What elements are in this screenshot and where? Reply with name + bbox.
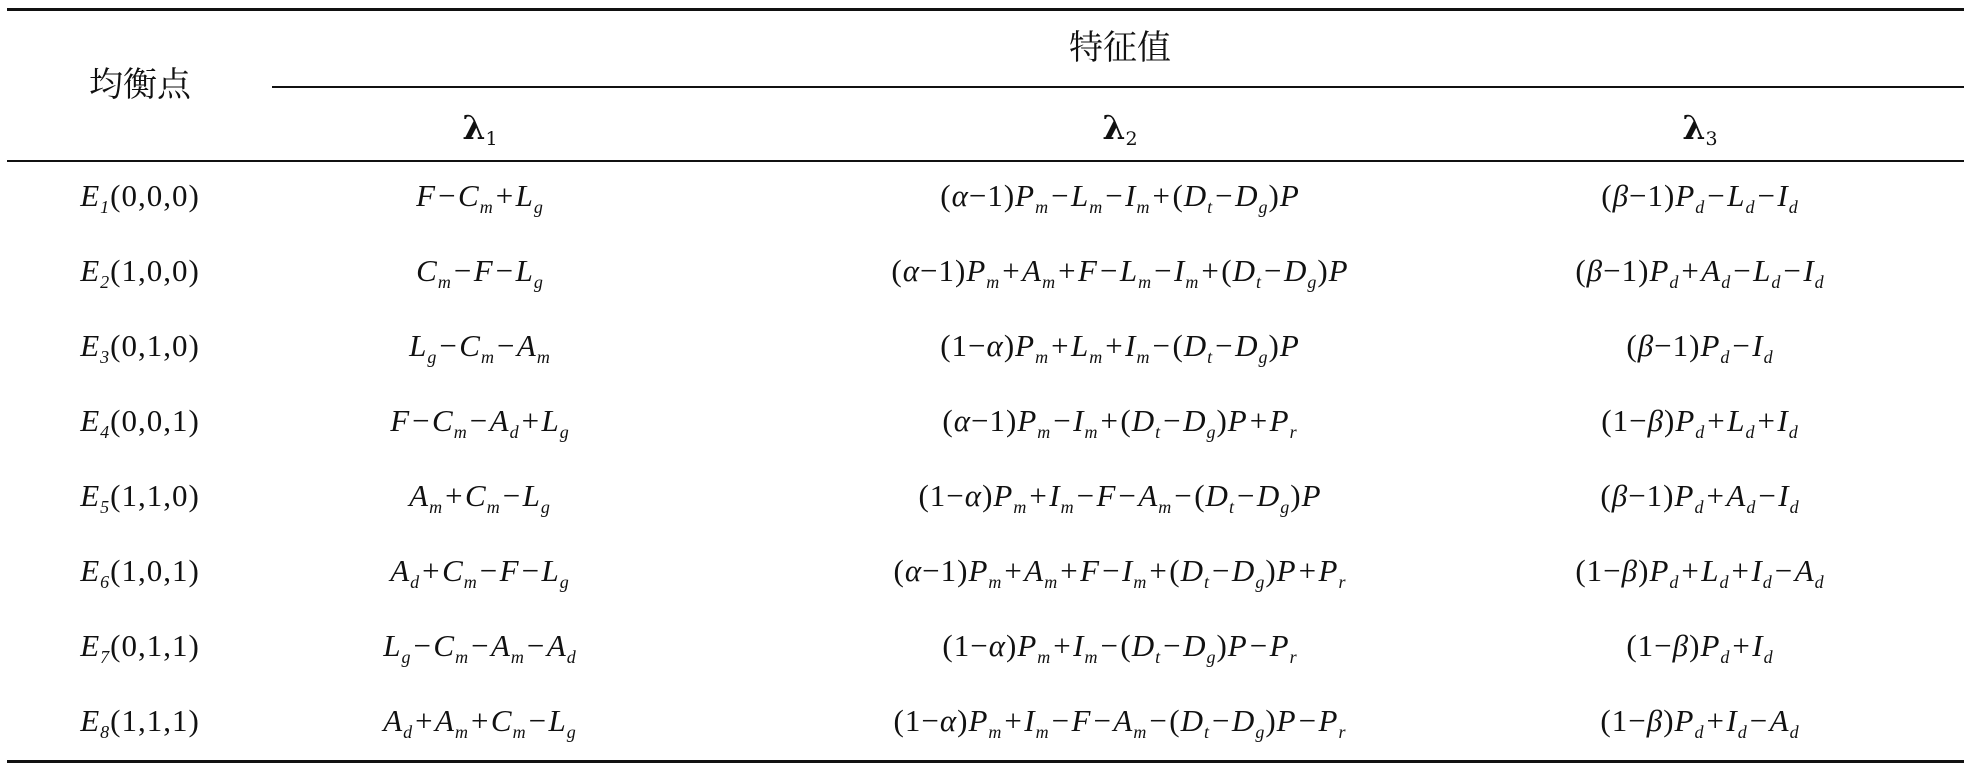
lambda-1-cell: $C_m-F-L_g$ — [416, 253, 544, 292]
lambda-2-header: $\lambda_2$ — [1102, 108, 1138, 150]
lambda-1-cell: $L_g-C_m-A_m-A_d$ — [383, 628, 577, 667]
lambda-2-cell: $(1-\alpha)P_m+I_m-F-A_m-(D_t-D_g)P$ — [918, 478, 1322, 517]
lambda-1-cell: $F-C_m+L_g$ — [416, 178, 544, 217]
lambda-2-cell: $(1-\alpha)P_m+L_m+I_m-(D_t-D_g)P$ — [940, 328, 1300, 367]
lambda-2-cell: $(\alpha-1)P_m+A_m+F-L_m-I_m+(D_t-D_g)P$ — [891, 253, 1349, 292]
lambda-3-cell: $(\beta-1)P_d-I_d$ — [1626, 328, 1774, 367]
equilibrium-point-cell: $E_4(0,0,1)$ — [80, 403, 200, 442]
lambda-3-cell: $(1-\beta)P_d+L_d+I_d$ — [1601, 403, 1799, 442]
lambda-1-cell: $L_g-C_m-A_m$ — [409, 328, 551, 367]
lambda-3-cell: $(1-\beta)P_d+I_d-A_d$ — [1600, 703, 1800, 742]
lambda-1-cell: $A_d+A_m+C_m-L_g$ — [383, 703, 577, 742]
equilibrium-point-cell: $E_8(1,1,1)$ — [80, 703, 200, 742]
eigenvalue-group-rule — [272, 86, 1964, 88]
lambda-2-cell: $(\alpha-1)P_m-I_m+(D_t-D_g)P+P_r$ — [942, 403, 1298, 442]
table-header-rule — [7, 160, 1964, 162]
lambda-2-cell: $(\alpha-1)P_m+A_m+F-I_m+(D_t-D_g)P+P_r$ — [893, 553, 1347, 592]
lambda-1-cell: $A_m+C_m-L_g$ — [409, 478, 551, 517]
lambda-3-header: $\lambda_3$ — [1682, 108, 1718, 150]
lambda-2-cell: $(1-\alpha)P_m+I_m-F-A_m-(D_t-D_g)P-P_r$ — [893, 703, 1347, 742]
lambda-1-cell: $A_d+C_m-F-L_g$ — [390, 553, 570, 592]
equilibrium-point-header: 均衡点 — [89, 65, 191, 105]
lambda-2-cell: $(\alpha-1)P_m-L_m-I_m+(D_t-D_g)P$ — [940, 178, 1300, 217]
equilibrium-point-cell: $E_3(0,1,0)$ — [80, 328, 200, 367]
eigenvalue-header: 特征值 — [1069, 28, 1171, 68]
lambda-1-header: $\lambda_1$ — [462, 108, 498, 150]
equilibrium-point-cell: $E_2(1,0,0)$ — [80, 253, 200, 292]
lambda-3-cell: $(\beta-1)P_d-L_d-I_d$ — [1601, 178, 1799, 217]
table-top-rule — [7, 8, 1964, 11]
equilibrium-point-cell: $E_7(0,1,1)$ — [80, 628, 200, 667]
equilibrium-point-cell: $E_5(1,1,0)$ — [80, 478, 200, 517]
equilibrium-point-cell: $E_6(1,0,1)$ — [80, 553, 200, 592]
equilibrium-point-cell: $E_1(0,0,0)$ — [80, 178, 200, 217]
lambda-3-cell: $(\beta-1)P_d+A_d-I_d$ — [1600, 478, 1800, 517]
lambda-2-cell: $(1-\alpha)P_m+I_m-(D_t-D_g)P-P_r$ — [942, 628, 1298, 667]
lambda-3-cell: $(\beta-1)P_d+A_d-L_d-I_d$ — [1575, 253, 1825, 292]
table-bottom-rule — [7, 760, 1964, 763]
lambda-3-cell: $(1-\beta)P_d+L_d+I_d-A_d$ — [1575, 553, 1825, 592]
lambda-1-cell: $F-C_m-A_d+L_g$ — [390, 403, 570, 442]
lambda-3-cell: $(1-\beta)P_d+I_d$ — [1626, 628, 1774, 667]
